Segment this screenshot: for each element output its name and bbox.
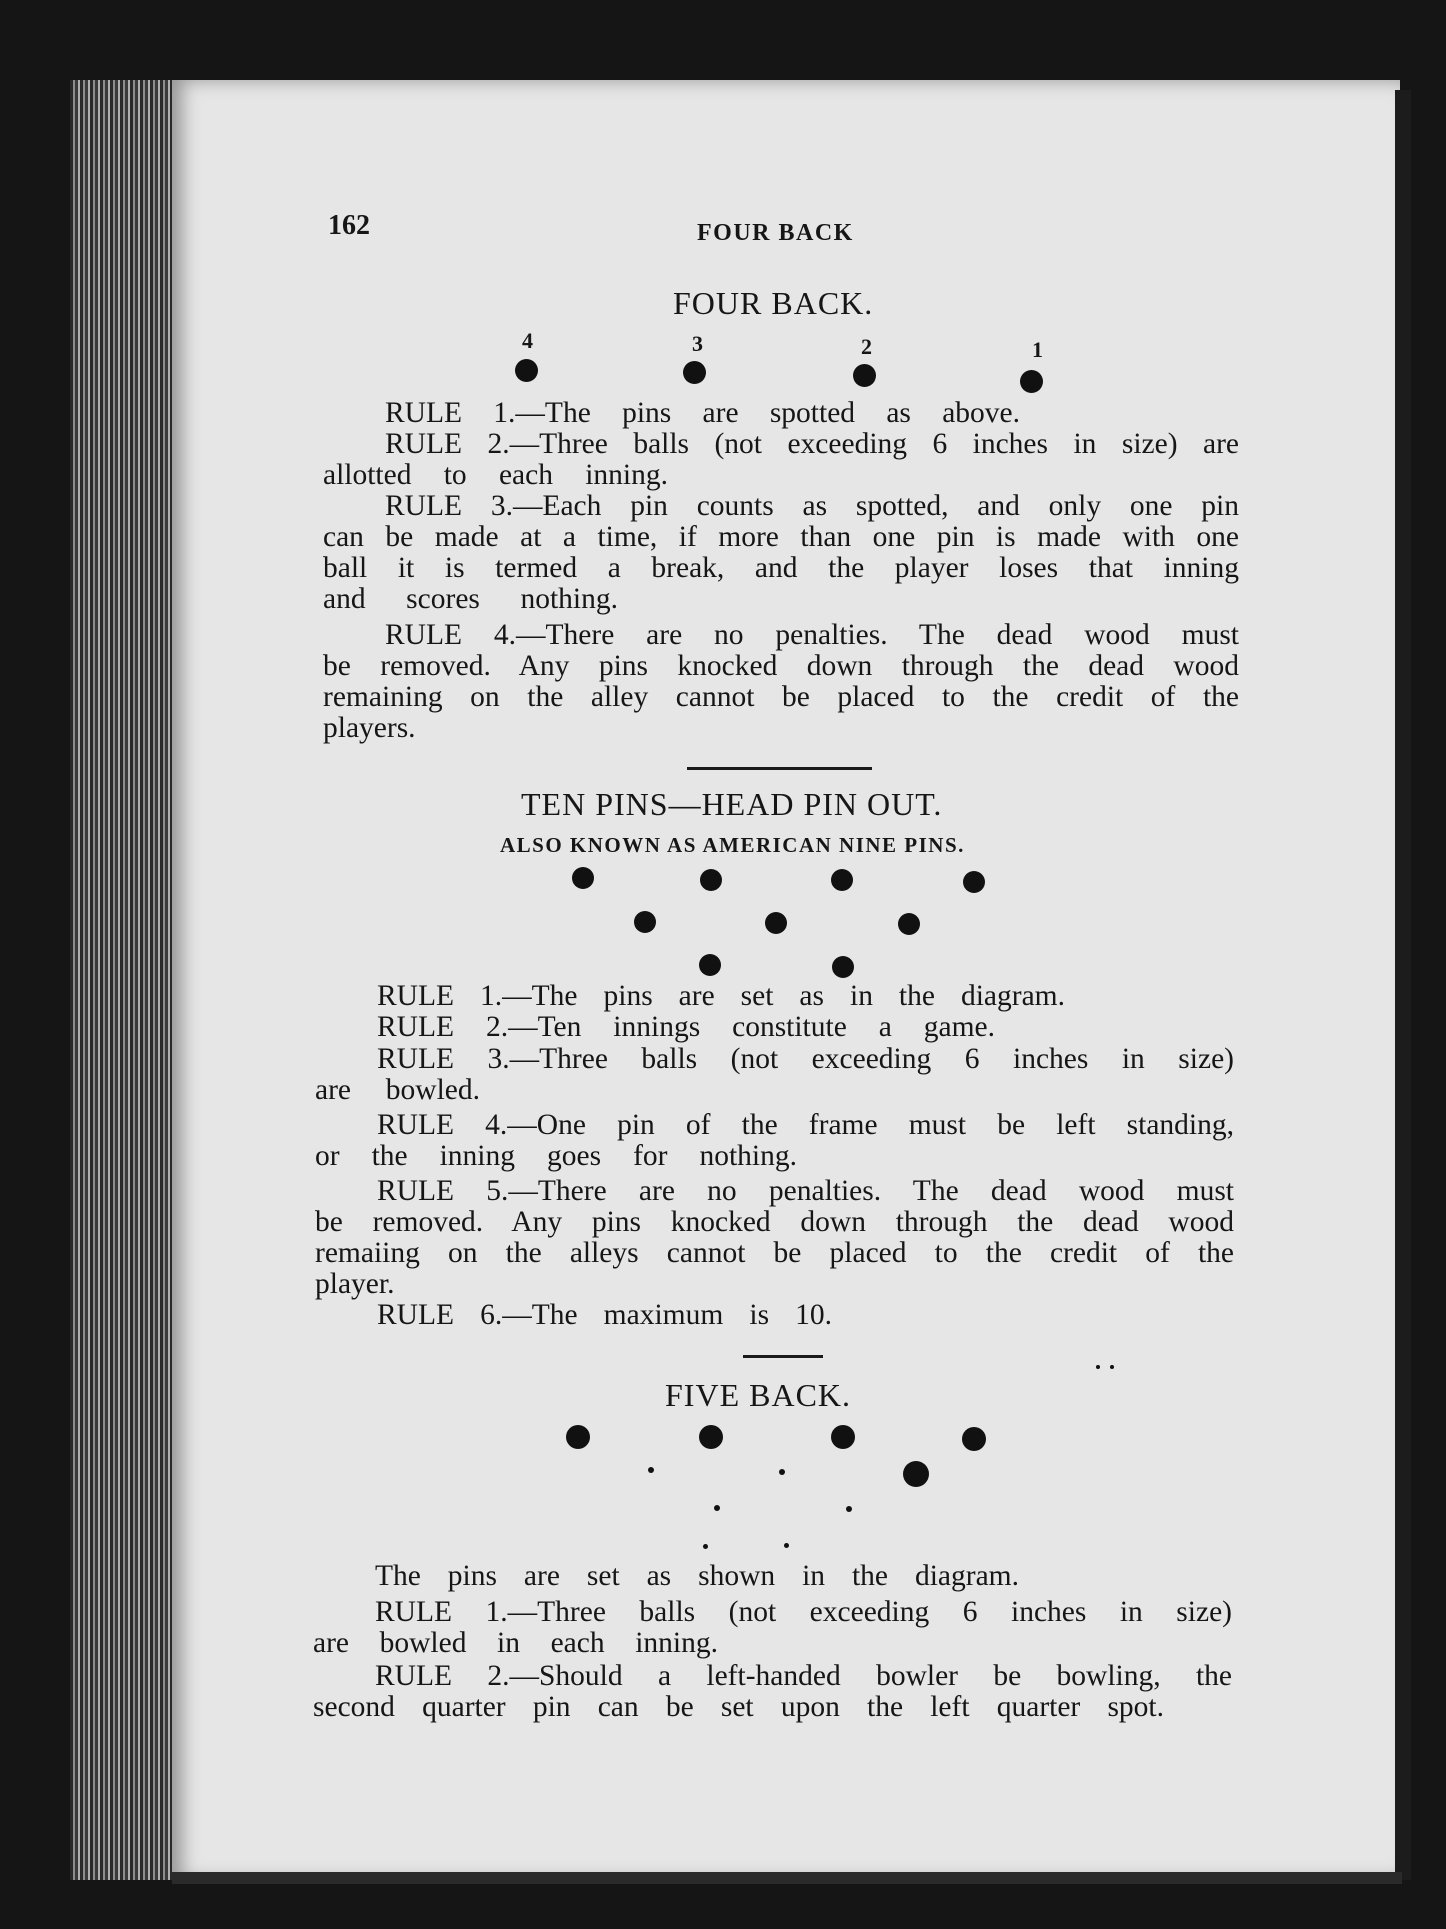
pin-dot [962,1427,986,1451]
pin-spot [846,1506,852,1512]
pin-dot [765,912,787,934]
text-line: ball it is termed a break, and the player loses that inning [323,552,1239,584]
pin-dot [832,956,854,978]
section-divider [743,1355,823,1358]
text-line: remaining on the alley cannot be placed to the credit of the [323,681,1239,713]
text-line: players. [323,712,416,744]
pin-dot [683,361,706,384]
pin-dot [699,954,721,976]
text-line: be removed. Any pins knocked down through the dead wood [323,650,1239,682]
text-line: RULE 6.—The maximum is 10. [377,1299,832,1331]
text-line: RULE 2.—Should a left-handed bowler be bowling, the [375,1660,1232,1692]
text-line: are bowled. [315,1074,480,1106]
text-line: or the inning goes for nothing. [315,1140,797,1172]
text-line: player. [315,1268,395,1300]
text-line: are bowled in each inning. [313,1627,718,1659]
pin-number: 2 [861,334,872,359]
text-line: can be made at a time, if more than one pin is made with one [323,521,1239,553]
running-head: FOUR BACK [697,220,854,246]
text-line: and scores nothing. [323,583,618,615]
pin-number: 4 [522,328,533,353]
text-line: RULE 1.—Three balls (not exceeding 6 inches in size) [375,1596,1232,1628]
pin-dot [963,871,985,893]
pin-dot [566,1425,590,1449]
text-line: The pins are set as shown in the diagram. [375,1560,1019,1592]
pin-spot [714,1505,720,1511]
pin-dot [572,867,594,889]
text-line: allotted to each inning. [323,459,668,491]
pin-dot [515,359,538,382]
pin-spot [648,1467,654,1473]
pin-spot [703,1544,708,1549]
page-number: 162 [328,210,370,241]
book-right-edge [1395,90,1411,1880]
pin-dot [831,1425,855,1449]
text-line: be removed. Any pins knocked down through the dead wood [315,1206,1234,1238]
pin-dot [700,869,722,891]
five-back-title: FIVE BACK. [665,1377,852,1413]
text-line: RULE 3.—Each pin counts as spotted, and only one pin [385,490,1239,522]
speck [1096,1365,1100,1369]
pin-dot [898,913,920,935]
ten-pins-subtitle: ALSO KNOWN AS AMERICAN NINE PINS. [500,833,965,857]
text-line: second quarter pin can be set upon the left quarter spot. [313,1691,1164,1723]
book-page-edges [70,80,180,1880]
four-back-title: FOUR BACK. [673,285,874,321]
text-line: RULE 2.—Ten innings constitute a game. [377,1011,995,1043]
text-line: RULE 3.—Three balls (not exceeding 6 inches in size) [377,1043,1234,1075]
pin-dot [1020,370,1043,393]
text-line: RULE 2.—Three balls (not exceeding 6 inches in size) are [385,428,1239,460]
text-line: RULE 5.—There are no penalties. The dead wood must [377,1175,1234,1207]
book-bottom-edge [172,1872,1402,1884]
section-divider [687,767,872,770]
pin-number: 1 [1032,337,1043,362]
speck [1110,1365,1114,1369]
pin-dot [903,1461,929,1487]
pin-dot [831,869,853,891]
text-line: remaiing on the alleys cannot be placed to the credit of the [315,1237,1234,1269]
pin-spot [784,1543,789,1548]
pin-dot [853,364,876,387]
text-line: RULE 4.—There are no penalties. The dead wood must [385,619,1239,651]
pin-spot [779,1469,785,1475]
text-line: RULE 1.—The pins are spotted as above. [385,397,1020,429]
pin-dot [634,911,656,933]
ten-pins-title: TEN PINS—HEAD PIN OUT. [521,786,943,822]
text-line: RULE 4.—One pin of the frame must be left standing, [377,1109,1234,1141]
text-line: RULE 1.—The pins are set as in the diagram. [377,980,1065,1012]
pin-dot [699,1425,723,1449]
pin-number: 3 [692,331,703,356]
